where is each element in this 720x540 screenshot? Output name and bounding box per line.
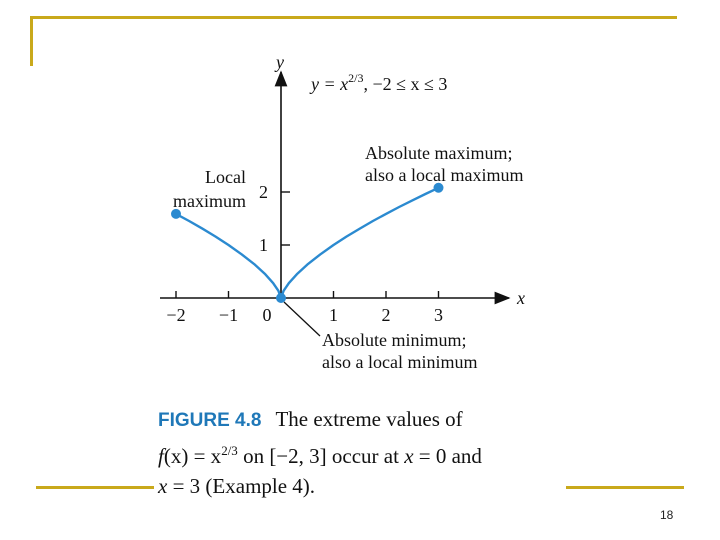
- caption-line-2: [158, 436, 578, 471]
- caption-x2: x: [404, 444, 414, 468]
- figure-label: FIGURE 4.8: [158, 410, 262, 431]
- x-tick-label: 2: [381, 305, 391, 325]
- caption-eq: = x: [188, 444, 222, 468]
- caption-x1: (x): [163, 444, 189, 468]
- caption-eq-zero: = 0 and: [413, 444, 482, 468]
- x-tick-label: −1: [218, 305, 239, 325]
- caption-line-1: [158, 404, 578, 436]
- annotation-text: Absolute minimum;: [322, 330, 467, 350]
- annotation-leader-line: [284, 302, 320, 336]
- caption-exponent: 2/3: [221, 443, 238, 458]
- annotation-text: Local: [205, 167, 246, 187]
- x-tick-label: −2: [166, 305, 186, 325]
- caption-mid: on [−2, 3] occur at: [237, 444, 405, 468]
- x-tick-label: 1: [329, 305, 338, 325]
- x-axis-label: x: [517, 288, 525, 308]
- caption-x3: x: [158, 474, 168, 498]
- annotation-text: maximum: [173, 191, 246, 211]
- y-axis-label: y: [276, 52, 284, 72]
- annotation-text: also a local minimum: [322, 352, 478, 372]
- chart-title: $y = x^{2/3}$, −2 ≤ x ≤ 3: [311, 71, 448, 94]
- x-tick-label: 3: [434, 305, 443, 325]
- caption-text-1: The extreme values of: [275, 407, 463, 431]
- extreme-point: [276, 293, 286, 303]
- annotation-text: also a local maximum: [365, 165, 524, 185]
- caption-f: f: [158, 444, 164, 468]
- page-number: 18: [660, 508, 674, 522]
- x-tick-label: 0: [262, 305, 272, 325]
- caption-line-3: [158, 471, 578, 501]
- y-tick-label: 2: [259, 182, 268, 202]
- y-tick-label: 1: [259, 235, 268, 255]
- caption-end: = 3 (Example 4).: [167, 474, 316, 498]
- annotation-text: Absolute maximum;: [365, 143, 513, 163]
- figure-caption: [158, 404, 578, 501]
